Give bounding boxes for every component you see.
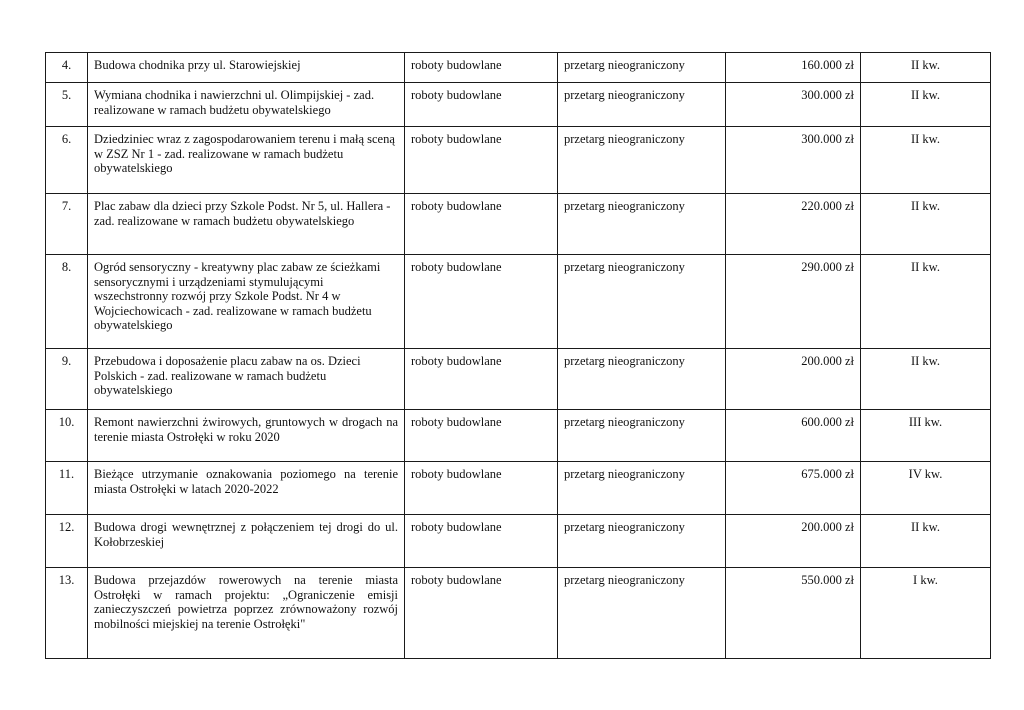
task-name: Budowa chodnika przy ul. Starowiejskiej — [88, 53, 405, 83]
procurement-mode: przetarg nieograniczony — [558, 410, 726, 462]
estimated-value: 300.000 zł — [726, 83, 861, 127]
planned-term: II kw. — [861, 83, 991, 127]
planned-term: II kw. — [861, 127, 991, 194]
procurement-mode: przetarg nieograniczony — [558, 53, 726, 83]
row-number: 11. — [46, 462, 88, 515]
task-name: Bieżące utrzymanie oznakowania poziomego na terenie miasta Ostrołęki w latach 2020-2022 — [88, 462, 405, 515]
order-type: roboty budowlane — [405, 83, 558, 127]
procurement-mode: przetarg nieograniczony — [558, 349, 726, 410]
procurement-mode: przetarg nieograniczony — [558, 515, 726, 568]
table-row — [46, 568, 991, 659]
estimated-value: 220.000 zł — [726, 194, 861, 255]
order-type: roboty budowlane — [405, 53, 558, 83]
task-name: Wymiana chodnika i nawierzchni ul. Olimpijskiej - zad. realizowane w ramach budżetu obywatelskiego — [88, 83, 405, 127]
estimated-value: 160.000 zł — [726, 53, 861, 83]
table-row — [46, 349, 991, 410]
order-type: roboty budowlane — [405, 194, 558, 255]
task-name: Ogród sensoryczny - kreatywny plac zabaw ze ścieżkami sensorycznymi i urządzeniami stymulującymi wszechstronny rozwój przy Szkole Podst. Nr 4 w Wojciechowicach - zad. realizowane w ramach budżetu obywatelskiego — [88, 255, 405, 349]
table-row — [46, 410, 991, 462]
row-number: 7. — [46, 194, 88, 255]
table-row — [46, 127, 991, 194]
task-name: Dziedziniec wraz z zagospodarowaniem terenu i małą sceną w ZSZ Nr 1 - zad. realizowane w ramach budżetu obywatelskiego — [88, 127, 405, 194]
row-number: 10. — [46, 410, 88, 462]
row-number: 9. — [46, 349, 88, 410]
planned-term: II kw. — [861, 255, 991, 349]
order-type: roboty budowlane — [405, 462, 558, 515]
planned-term: IV kw. — [861, 462, 991, 515]
estimated-value: 600.000 zł — [726, 410, 861, 462]
estimated-value: 200.000 zł — [726, 349, 861, 410]
task-name: Plac zabaw dla dzieci przy Szkole Podst. Nr 5, ul. Hallera - zad. realizowane w ramach budżetu obywatelskiego — [88, 194, 405, 255]
procurement-mode: przetarg nieograniczony — [558, 462, 726, 515]
task-name: Przebudowa i doposażenie placu zabaw na os. Dzieci Polskich - zad. realizowane w ramach budżetu obywatelskiego — [88, 349, 405, 410]
estimated-value: 550.000 zł — [726, 568, 861, 659]
task-name: Remont nawierzchni żwirowych, gruntowych w drogach na terenie miasta Ostrołęki w roku 2020 — [88, 410, 405, 462]
estimated-value: 675.000 zł — [726, 462, 861, 515]
row-number: 4. — [46, 53, 88, 83]
procurement-mode: przetarg nieograniczony — [558, 83, 726, 127]
task-name: Budowa drogi wewnętrznej z połączeniem tej drogi do ul. Kołobrzeskiej — [88, 515, 405, 568]
procurement-plan-table — [45, 52, 991, 659]
estimated-value: 300.000 zł — [726, 127, 861, 194]
planned-term: III kw. — [861, 410, 991, 462]
estimated-value: 290.000 zł — [726, 255, 861, 349]
table-row — [46, 462, 991, 515]
task-name: Budowa przejazdów rowerowych na terenie miasta Ostrołęki w ramach projektu: „Ograniczenie emisji zanieczyszczeń powietrza poprzez zrównoważony rozwój mobilności miejskiej na terenie Ostrołęki" — [88, 568, 405, 659]
order-type: roboty budowlane — [405, 349, 558, 410]
order-type: roboty budowlane — [405, 410, 558, 462]
procurement-mode: przetarg nieograniczony — [558, 568, 726, 659]
procurement-mode: przetarg nieograniczony — [558, 127, 726, 194]
estimated-value: 200.000 zł — [726, 515, 861, 568]
table-row — [46, 53, 991, 83]
table-row — [46, 194, 991, 255]
table-row — [46, 83, 991, 127]
planned-term: I kw. — [861, 568, 991, 659]
row-number: 12. — [46, 515, 88, 568]
planned-term: II kw. — [861, 349, 991, 410]
order-type: roboty budowlane — [405, 255, 558, 349]
row-number: 8. — [46, 255, 88, 349]
procurement-mode: przetarg nieograniczony — [558, 255, 726, 349]
planned-term: II kw. — [861, 515, 991, 568]
planned-term: II kw. — [861, 53, 991, 83]
row-number: 13. — [46, 568, 88, 659]
row-number: 5. — [46, 83, 88, 127]
table-row — [46, 255, 991, 349]
order-type: roboty budowlane — [405, 127, 558, 194]
procurement-mode: przetarg nieograniczony — [558, 194, 726, 255]
planned-term: II kw. — [861, 194, 991, 255]
order-type: roboty budowlane — [405, 515, 558, 568]
row-number: 6. — [46, 127, 88, 194]
table-row — [46, 515, 991, 568]
order-type: roboty budowlane — [405, 568, 558, 659]
